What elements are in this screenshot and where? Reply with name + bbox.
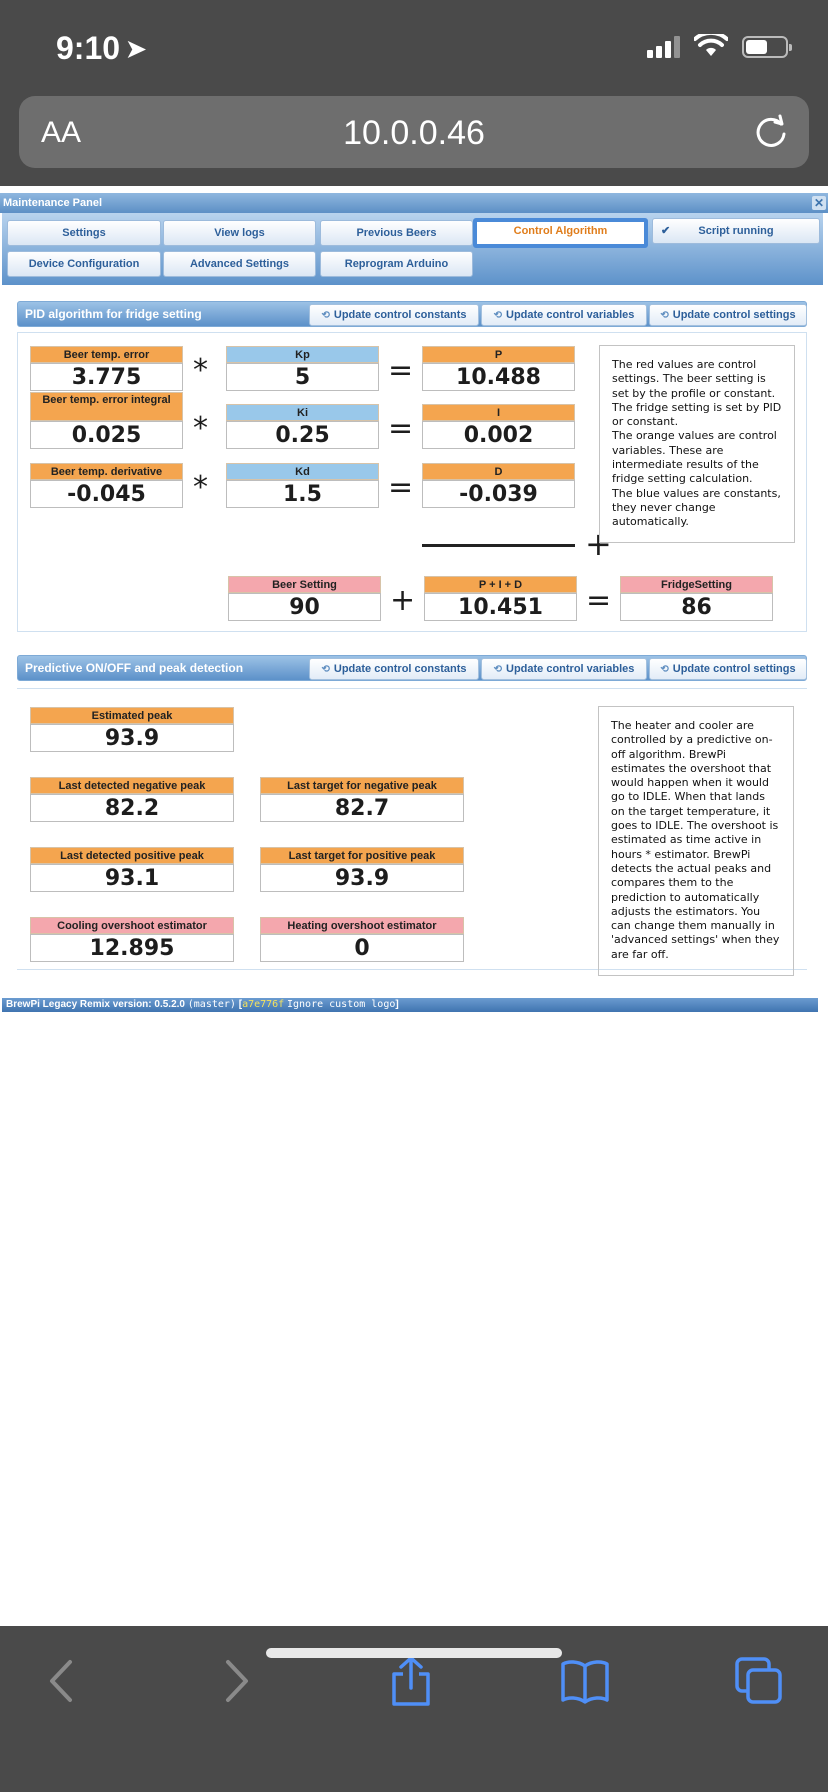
last-target-negative-field [260,777,464,822]
p-label: P [422,346,575,363]
refresh-icon: ⟲ [493,310,502,321]
tab-bar [2,213,823,285]
fridge-setting-field [620,576,773,621]
beer-temp-derivative-value: -0.045 [30,480,183,508]
status-time: 9:10 ➤ [56,30,147,66]
update-constants-button[interactable] [309,658,479,680]
sum-line [422,544,575,547]
beer-temp-error-integral-value: 0.025 [30,421,183,449]
chevron-left-icon[interactable] [38,1656,88,1706]
d-value: -0.039 [422,480,575,508]
beer-temp-error-field [30,346,183,391]
fridge-setting-label: FridgeSetting [620,576,773,593]
predictive-section-header [17,655,807,681]
pid-sum-value: 10.451 [424,593,577,621]
pid-section-body [17,332,807,632]
cooling-estimator-field [30,917,234,962]
beer-setting-field [228,576,381,621]
url-bar[interactable] [19,96,809,168]
ki-value: 0.25 [226,421,379,449]
last-target-negative-value: 82.7 [260,794,464,822]
reload-icon[interactable] [751,112,791,152]
d-label: D [422,463,575,480]
update-constants-button[interactable] [309,304,479,326]
update-settings-label: Update control settings [672,663,796,675]
chevron-right-icon[interactable] [210,1656,260,1706]
ki-label: Ki [226,404,379,421]
beer-temp-derivative-label: Beer temp. derivative [30,463,183,480]
pid-info-note: The red values are control settings. The beer setting is set by the profile or constant. The fridge setting is set by PID or constant. The orange values are control variables. These are intermediate results of the fridge setting calculation. The blue values are constants, they never change automatically. [599,345,795,543]
times-operator: * [193,411,208,446]
update-variables-button[interactable] [481,658,647,680]
last-negative-peak-label: Last detected negative peak [30,777,234,794]
update-constants-label: Update control constants [333,663,467,675]
last-target-positive-label: Last target for positive peak [260,847,464,864]
tab-previous-beers[interactable]: Previous Beers [320,220,473,246]
text-size-button[interactable]: AA [41,116,82,149]
kd-value: 1.5 [226,480,379,508]
tab-view-logs[interactable]: View logs [163,220,316,246]
update-constants-label: Update control constants [333,309,467,321]
commit-hash: a7e776f [242,999,285,1010]
update-variables-button[interactable] [481,304,647,326]
last-target-negative-label: Last target for negative peak [260,777,464,794]
pid-section-header [17,301,807,327]
plus-operator: + [390,583,416,618]
last-target-positive-field [260,847,464,892]
tab-settings[interactable]: Settings [7,220,161,246]
bracket-close: ] [395,999,399,1010]
check-icon: ✔ [661,225,671,237]
tabs-icon[interactable] [734,1656,784,1706]
version-footer [2,998,818,1012]
location-arrow-icon: ➤ [126,36,147,63]
share-icon[interactable] [386,1656,436,1706]
equals-operator: = [388,470,414,505]
web-page [0,186,828,1626]
update-settings-button[interactable] [649,304,807,326]
refresh-icon: ⟲ [493,664,502,675]
i-field [422,404,575,449]
beer-temp-error-integral-label: Beer temp. error integral [30,392,183,421]
status-bar [0,0,828,96]
heating-estimator-value: 0 [260,934,464,962]
times-operator: * [193,353,208,388]
kp-value: 5 [226,363,379,391]
status-icons [647,34,788,58]
kd-field [226,463,379,508]
p-field [422,346,575,391]
beer-temp-error-integral-field [30,392,183,449]
kd-label: Kd [226,463,379,480]
predictive-section-title: Predictive ON/OFF and peak detection [25,661,244,675]
fridge-setting-value: 86 [620,593,773,621]
heating-estimator-label: Heating overshoot estimator [260,917,464,934]
refresh-icon: ⟲ [321,310,330,321]
tab-control-algorithm[interactable]: Control Algorithm [473,218,648,248]
i-value: 0.002 [422,421,575,449]
last-target-positive-value: 93.9 [260,864,464,892]
kp-label: Kp [226,346,379,363]
pid-sum-field [424,576,577,621]
bracket-open: [ [238,999,243,1010]
i-label: I [422,404,575,421]
beer-temp-error-label: Beer temp. error [30,346,183,363]
cooling-estimator-label: Cooling overshoot estimator [30,917,234,934]
equals-operator: = [388,353,414,388]
estimated-peak-field [30,707,234,752]
wifi-icon [694,34,728,58]
script-running-button[interactable] [652,218,820,244]
tab-advanced-settings[interactable]: Advanced Settings [163,251,316,277]
ki-field [226,404,379,449]
update-variables-label: Update control variables [506,309,635,321]
last-positive-peak-label: Last detected positive peak [30,847,234,864]
p-value: 10.488 [422,363,575,391]
predictive-section-body [17,688,807,970]
update-variables-label: Update control variables [506,663,635,675]
maintenance-panel-title [0,193,828,213]
equals-operator: = [586,583,612,618]
branch-text: (master) [187,999,236,1010]
beer-setting-label: Beer Setting [228,576,381,593]
beer-temp-derivative-field [30,463,183,508]
tab-reprogram-arduino[interactable]: Reprogram Arduino [320,251,473,277]
commit-message: Ignore custom logo [287,999,396,1010]
heating-estimator-field [260,917,464,962]
refresh-icon: ⟲ [660,310,669,321]
beer-temp-error-value: 3.775 [30,363,183,391]
kp-field [226,346,379,391]
cooling-estimator-value: 12.895 [30,934,234,962]
last-positive-peak-field [30,847,234,892]
home-indicator [266,1648,562,1658]
refresh-icon: ⟲ [660,664,669,675]
pid-section-title: PID algorithm for fridge setting [25,307,202,321]
book-icon[interactable] [560,1656,610,1706]
estimated-peak-value: 93.9 [30,724,234,752]
last-negative-peak-value: 82.2 [30,794,234,822]
version-text: BrewPi Legacy Remix version: 0.5.2.0 [6,999,185,1010]
url-text[interactable]: 10.0.0.46 [343,114,485,152]
update-settings-label: Update control settings [672,309,796,321]
last-negative-peak-field [30,777,234,822]
panel-title-text: Maintenance Panel [3,197,103,209]
times-operator: * [193,470,208,505]
predictive-info-note: The heater and cooler are controlled by a predictive on-off algorithm. BrewPi estimates the overshoot that would happen when it would go to IDLE. When that lands on the target temperature, it goes to IDLE. The overshoot is estimated as time active in hours * estimator. BrewPi detects the actual peaks and compares them to the prediction to automatically adjusts the estimators. You can change them manually in 'advanced settings' when they are far off. [598,706,794,976]
plus-operator: + [585,525,612,563]
pid-sum-label: P + I + D [424,576,577,593]
estimated-peak-label: Estimated peak [30,707,234,724]
signal-icon [647,36,680,58]
d-field [422,463,575,508]
equals-operator: = [388,411,414,446]
beer-setting-value: 90 [228,593,381,621]
tab-device-configuration[interactable]: Device Configuration [7,251,161,277]
script-running-label: Script running [698,225,774,237]
close-icon[interactable]: ✕ [813,196,825,210]
refresh-icon: ⟲ [321,664,330,675]
update-settings-button[interactable] [649,658,807,680]
battery-icon [742,36,788,58]
last-positive-peak-value: 93.1 [30,864,234,892]
